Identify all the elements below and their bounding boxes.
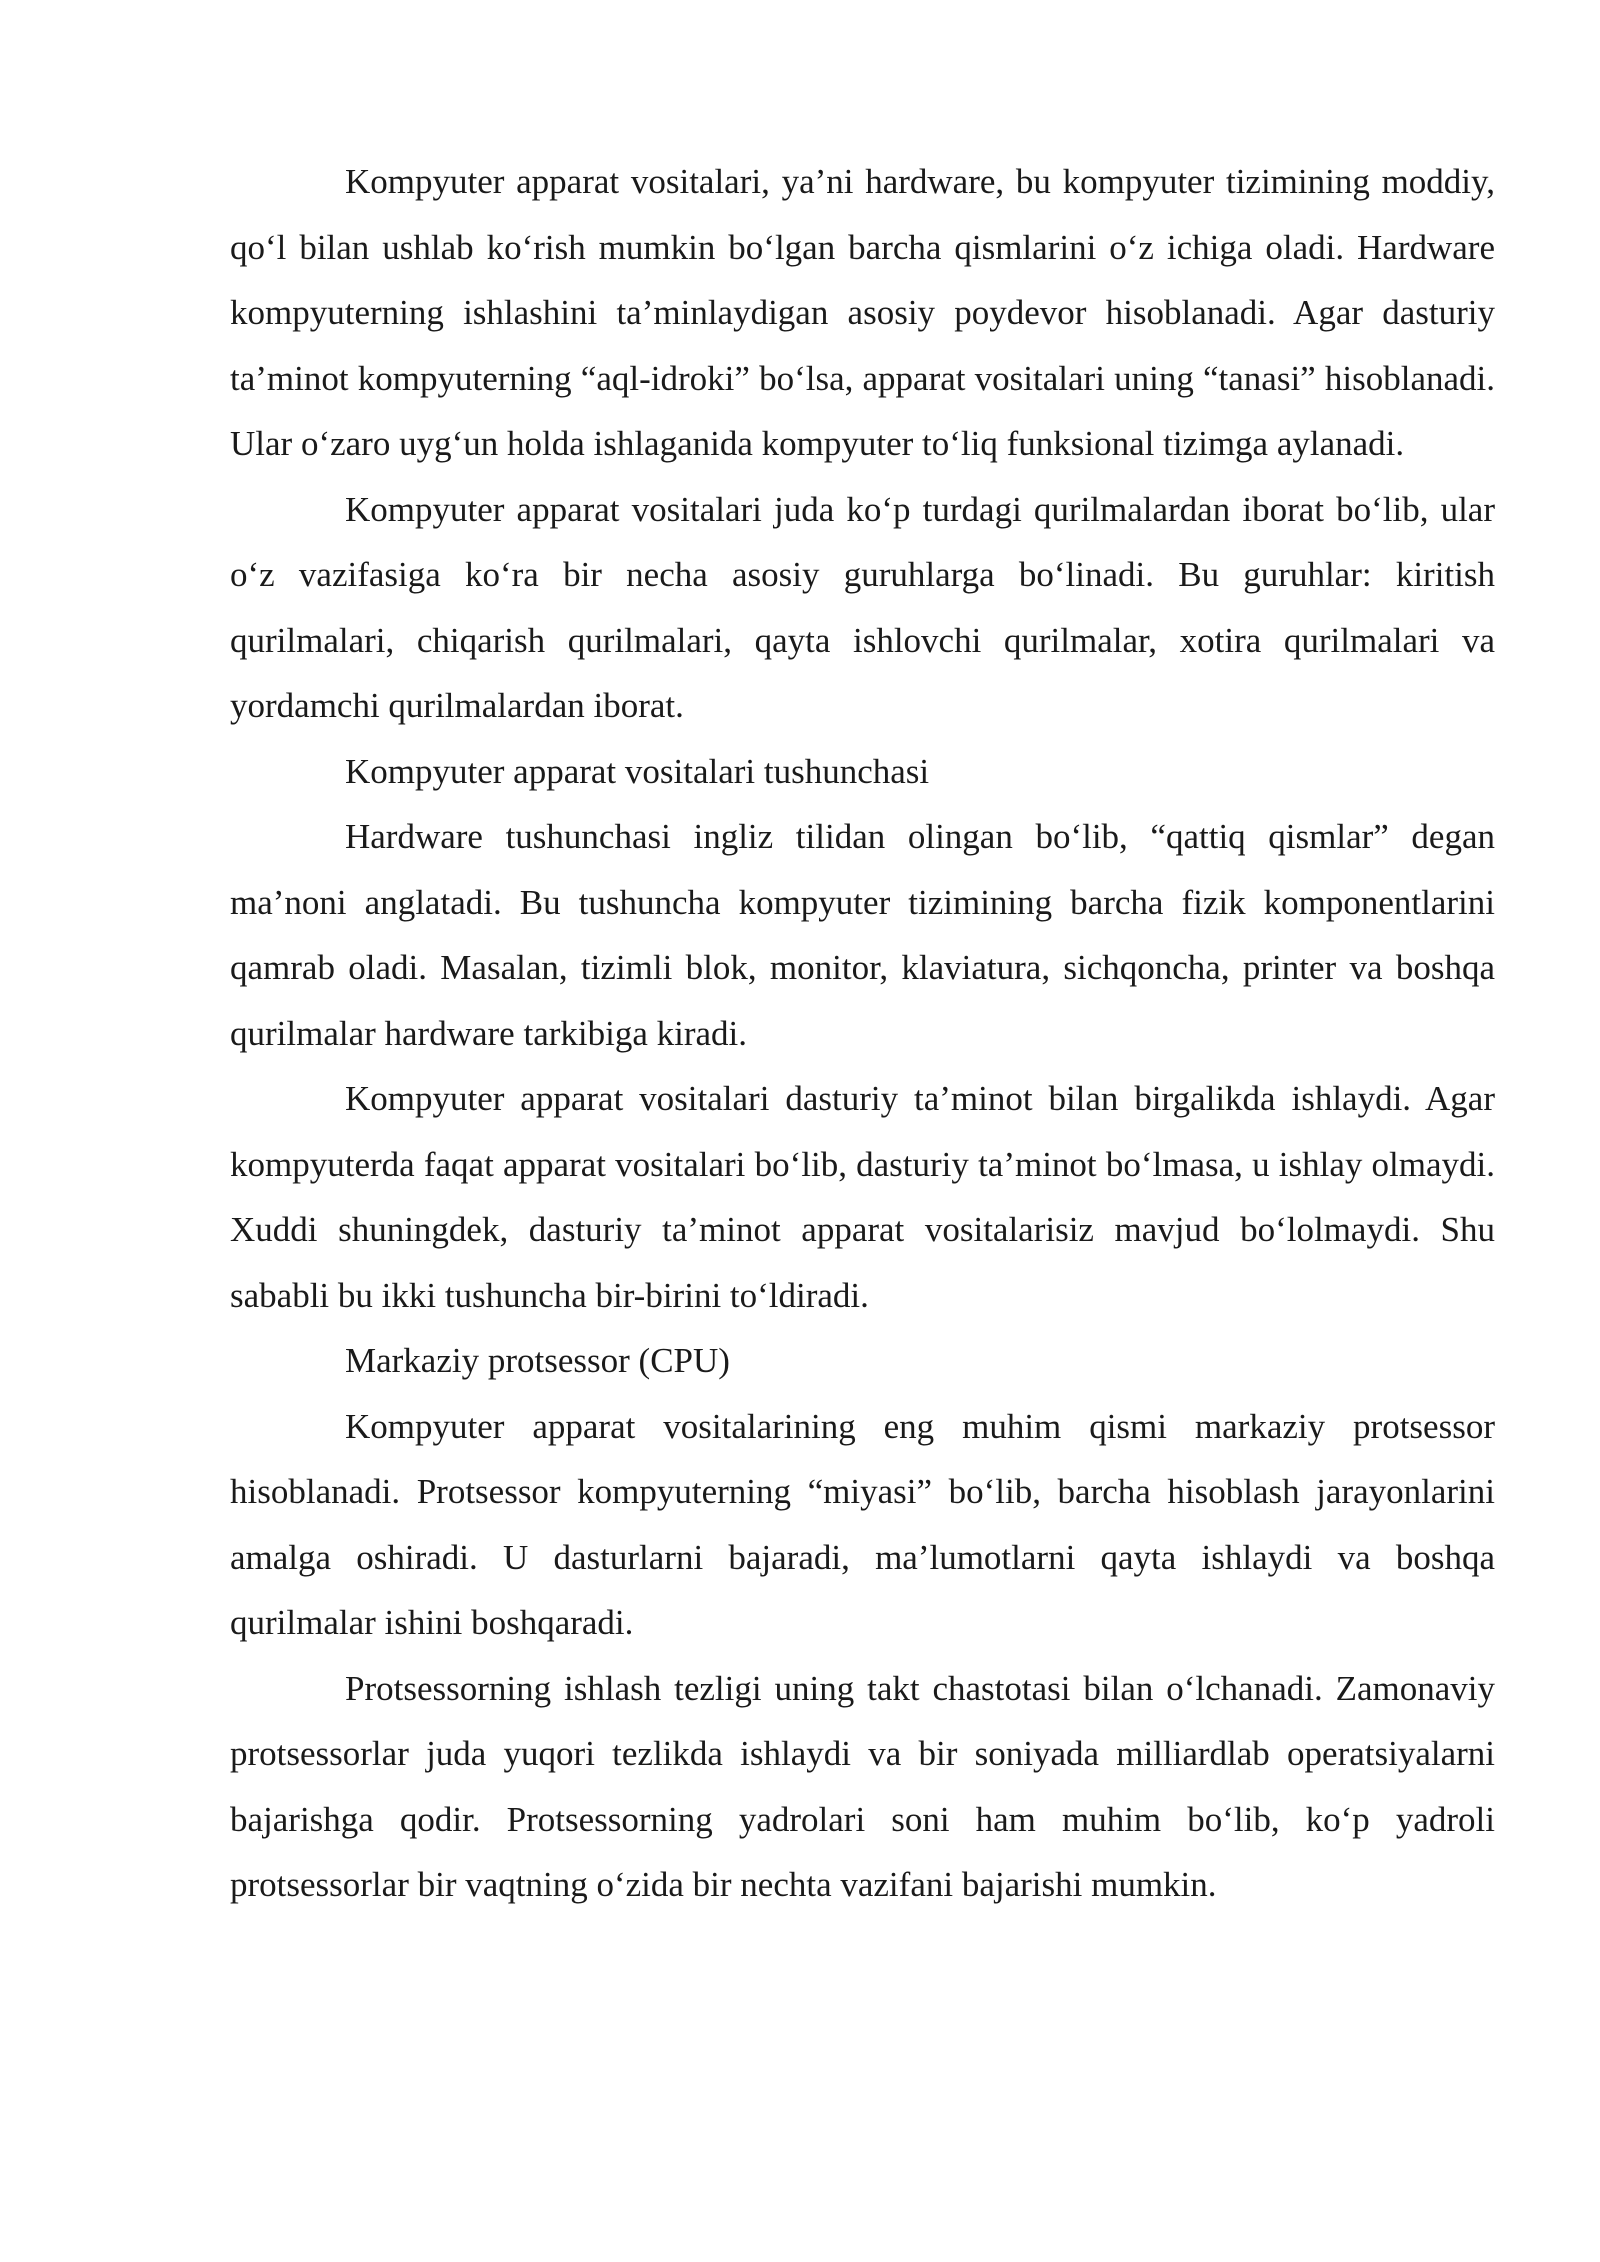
section-heading-cpu: Markaziy protsessor (CPU) <box>345 1341 730 1380</box>
paragraph-hardware-concept: Hardware tushunchasi ingliz tilidan olingan bo‘lib, “qattiq qismlar” degan ma’noni anglatadi. Bu tushuncha kompyuter tizimining barcha fizik komponentlarini qamrab oladi. Masalan, tizimli blok, monitor, klaviatura, sichqoncha, printer va boshqa qurilmalar hardware tarkibiga kiradi. <box>230 817 1495 1053</box>
paragraph-hardware-definition: Kompyuter apparat vositalari, ya’ni hardware, bu kompyuter tizimining moddiy, qo‘l bilan ushlab ko‘rish mumkin bo‘lgan barcha qismlarini o‘z ichiga oladi. Hardware kompyuterning ishlashini ta’minlaydigan asosiy poydevor hisoblanadi. Agar dasturiy ta’minot kompyuterning “aql-idroki” bo‘lsa, apparat vositalari uning “tanasi” hisoblanadi. Ular o‘zaro uyg‘un holda ishlaganida kompyuter to‘liq funksional tizimga aylanadi. <box>230 162 1495 463</box>
paragraph-cpu-role: Kompyuter apparat vositalarining eng muhim qismi markaziy protsessor hisoblanadi. Protsessor kompyuterning “miyasi” bo‘lib, barcha hisoblash jarayonlarini amalga oshiradi. U dasturlarni bajaradi, ma’lumotlarni qayta ishlaydi va boshqa qurilmalar ishini boshqaradi. <box>230 1406 1495 1642</box>
paragraph-hardware-groups: Kompyuter apparat vositalari juda ko‘p turdagi qurilmalardan iborat bo‘lib, ular o‘z vazifasiga ko‘ra bir necha asosiy guruhlarga bo‘linadi. Bu guruhlar: kiritish qurilmalari, chiqarish qurilmalari, qayta ishlovchi qurilmalar, xotira qurilmalari va yordamchi qurilmalardan iborat. <box>230 489 1495 725</box>
paragraph-cpu-speed: Protsessorning ishlash tezligi uning takt chastotasi bilan o‘lchanadi. Zamonaviy protsessorlar juda yuqori tezlikda ishlaydi va bir soniyada milliardlab operatsiyalarni bajarishga qodir. Protsessorning yadrolari soni ham muhim bo‘lib, ko‘p yadroli protsessorlar bir vaqtning o‘zida bir nechta vazifani bajarishi mumkin. <box>230 1668 1495 1904</box>
section-heading-hardware-concept: Kompyuter apparat vositalari tushunchasi <box>345 751 930 791</box>
paragraph-hardware-software: Kompyuter apparat vositalari dasturiy ta’minot bilan birgalikda ishlaydi. Agar kompyuterda faqat apparat vositalari bo‘lib, dasturiy ta’minot bo‘lmasa, u ishlay olmaydi. Xuddi shuningdek, dasturiy ta’minot apparat vositalarisiz mavjud bo‘lolmaydi. Shu sababli bu ikki tushuncha bir-birini to‘ldiradi. <box>230 1079 1495 1315</box>
